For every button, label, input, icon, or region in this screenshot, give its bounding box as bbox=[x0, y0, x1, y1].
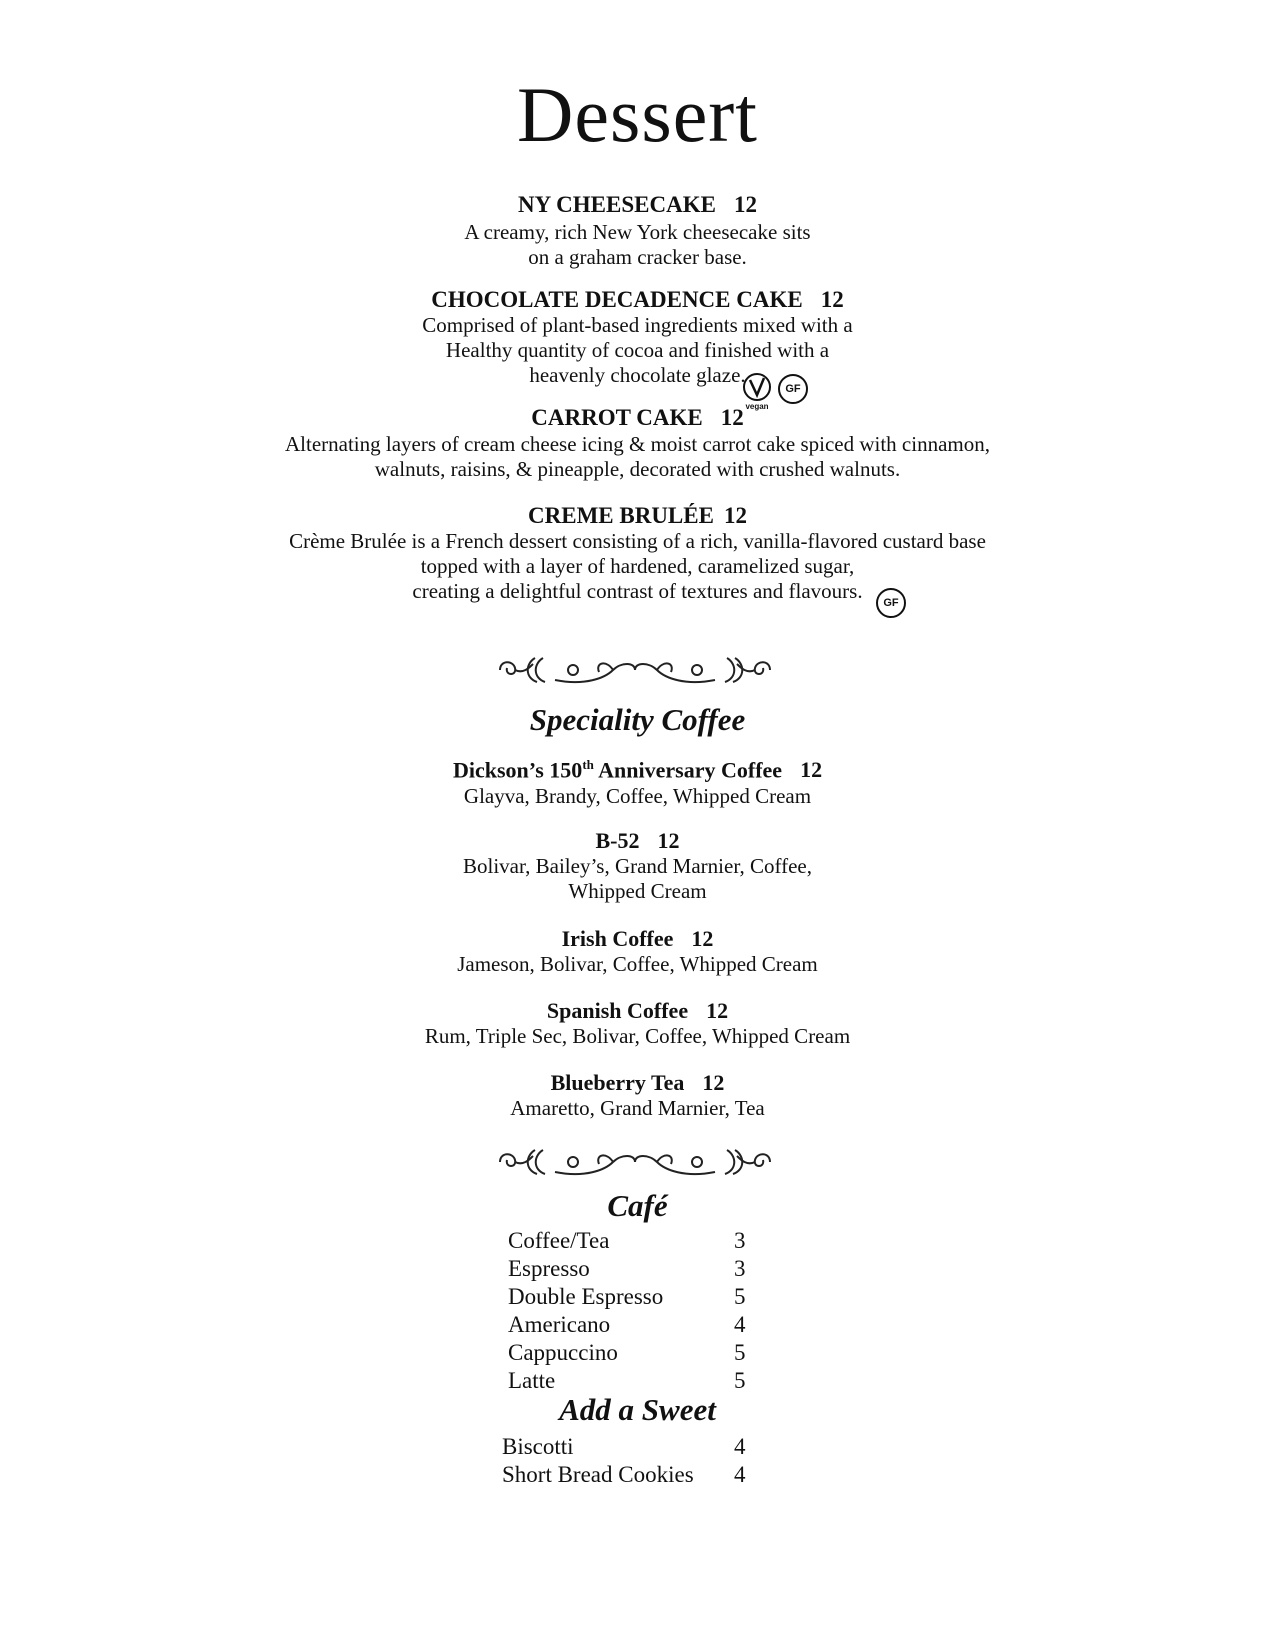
section-title-cafe: Café bbox=[607, 1188, 668, 1223]
gluten-free-icon: GF bbox=[876, 588, 906, 618]
coffee-name-dickson: Dickson’s 150th Anniversary Coffee 12 bbox=[452, 757, 823, 783]
vegan-icon: vegan bbox=[741, 372, 773, 416]
coffee-desc-b52: Bolivar, Bailey’s, Grand Marnier, Coffee, Whipped Cream bbox=[462, 854, 812, 903]
coffee-name-b52: B-52 12 bbox=[595, 828, 680, 853]
dessert-desc-carrot-cake: Alternating layers of cream cheese icing & moist carrot cake spiced with cinnamon, walnuts, raisins, & pineapple, decorated with crushed walnuts. bbox=[285, 432, 990, 481]
flourish-divider bbox=[495, 650, 775, 690]
dessert-desc-creme-brulee: Crème Brulée is a French dessert consisting of a rich, vanilla-flavored custard base topped with a layer of hardened, caramelized sugar, creating a delightful contrast of textures and flavours. bbox=[289, 529, 986, 603]
section-title-add-a-sweet: Add a Sweet bbox=[559, 1392, 716, 1427]
coffee-name-irish: Irish Coffee 12 bbox=[561, 926, 714, 951]
dessert-name-chocolate-cake: CHOCOLATE DECADENCE CAKE 12 bbox=[431, 287, 844, 312]
coffee-desc-dickson: Glayva, Brandy, Coffee, Whipped Cream bbox=[463, 784, 812, 808]
dessert-name-carrot-cake: CARROT CAKE 12 bbox=[531, 405, 744, 430]
gluten-free-icon: GF bbox=[778, 374, 808, 404]
section-title-speciality-coffee: Speciality Coffee bbox=[529, 702, 746, 737]
dessert-name-creme-brulee: CREME BRULÉE 12 bbox=[528, 503, 747, 528]
coffee-name-spanish: Spanish Coffee 12 bbox=[546, 998, 729, 1023]
coffee-desc-spanish: Rum, Triple Sec, Bolivar, Coffee, Whipped Cream bbox=[424, 1024, 851, 1048]
coffee-desc-irish: Jameson, Bolivar, Coffee, Whipped Cream bbox=[457, 952, 818, 976]
dessert-desc-chocolate-cake: Comprised of plant-based ingredients mixed with a Healthy quantity of cocoa and finished with a heavenly chocolate glaze. bbox=[422, 313, 853, 387]
page-title: Dessert bbox=[517, 71, 758, 158]
dessert-desc-cheesecake: A creamy, rich New York cheesecake sits on a graham cracker base. bbox=[464, 220, 811, 269]
flourish-divider bbox=[495, 1142, 775, 1182]
coffee-name-blueberry-tea: Blueberry Tea 12 bbox=[550, 1070, 725, 1095]
dessert-name-cheesecake: NY CHEESECAKE 12 bbox=[518, 192, 757, 217]
coffee-desc-blueberry-tea: Amaretto, Grand Marnier, Tea bbox=[510, 1096, 765, 1120]
